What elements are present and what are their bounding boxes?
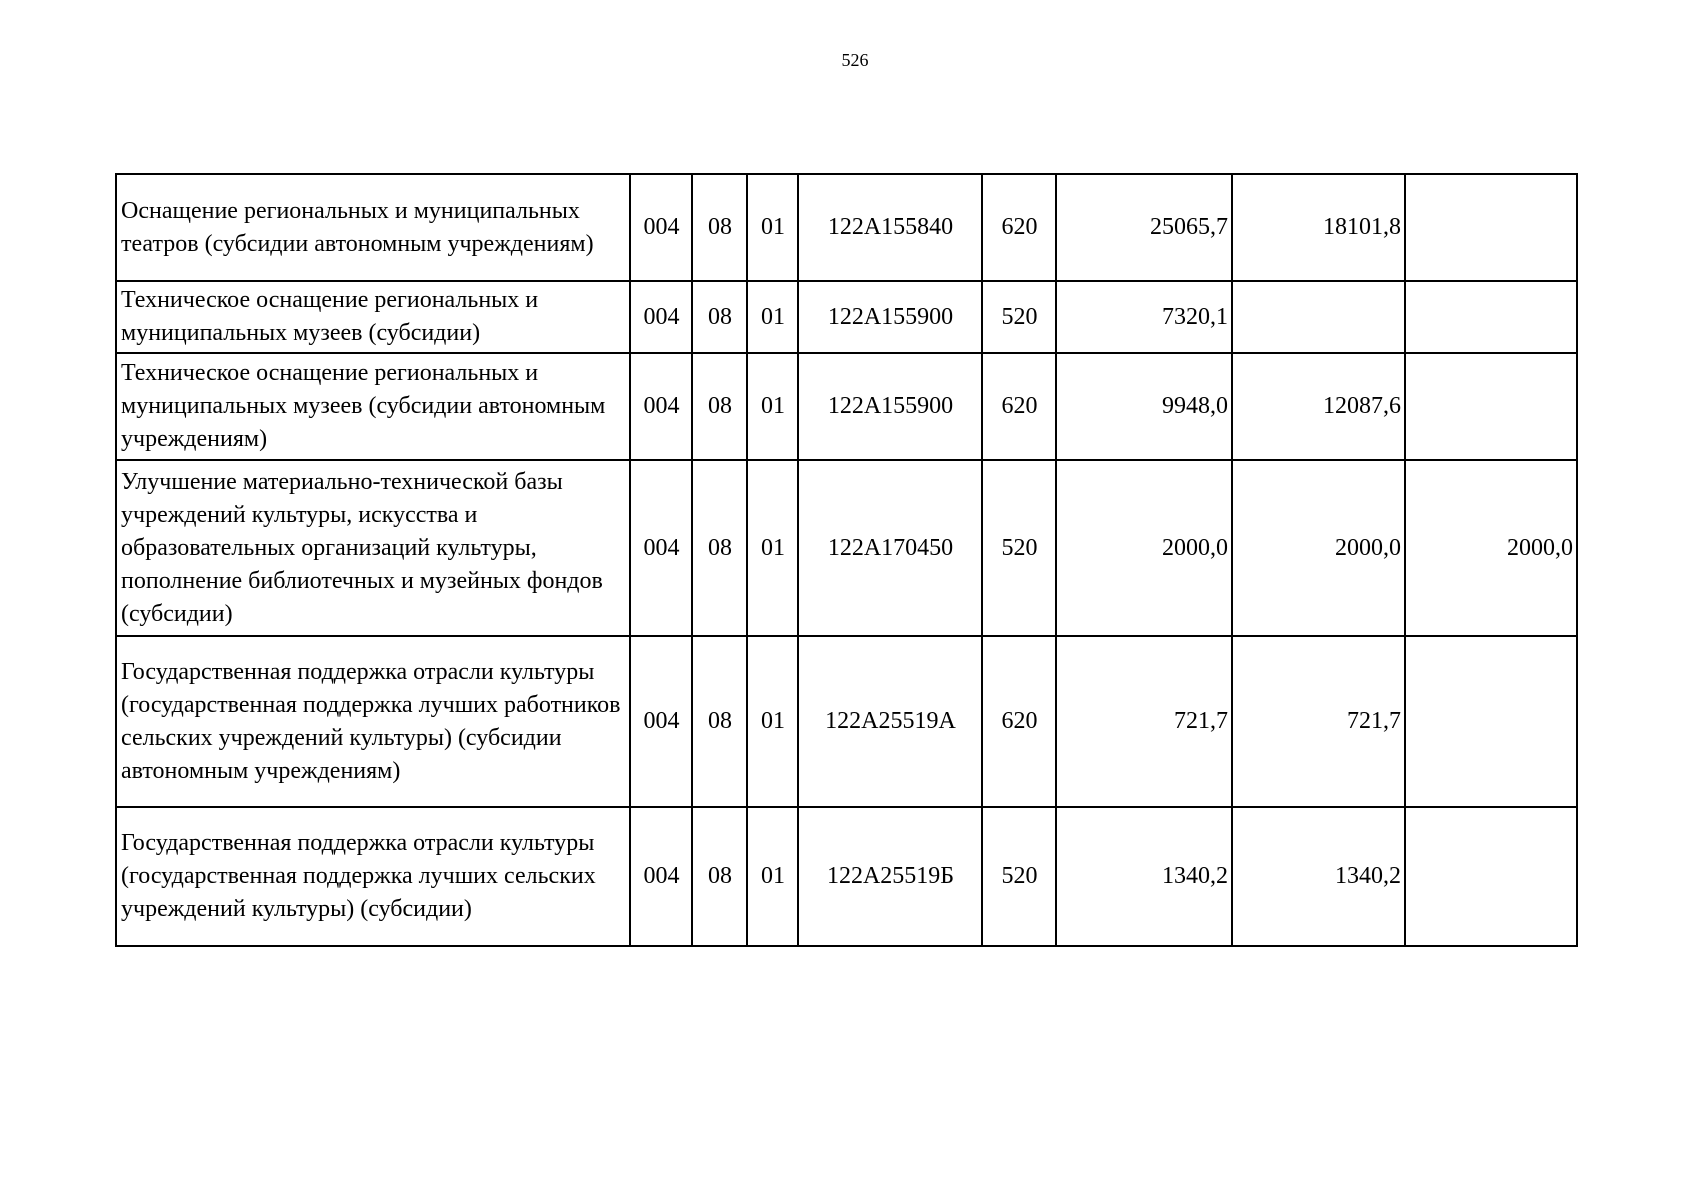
table-row: [116, 353, 1577, 460]
year2-amount-cell: 1340,2: [1232, 807, 1405, 946]
year2-amount-cell: 18101,8: [1232, 174, 1405, 281]
section-code-cell: 08: [692, 460, 747, 636]
year1-amount-cell: 721,7: [1056, 636, 1232, 807]
type-code-cell: 620: [982, 353, 1056, 460]
year3-amount-cell: [1405, 807, 1577, 946]
type-code-cell: 520: [982, 460, 1056, 636]
year1-amount-cell: 7320,1: [1056, 281, 1232, 353]
target-code-cell: 122А25519А: [798, 636, 982, 807]
ministry-code-cell: 004: [630, 807, 692, 946]
year2-amount-cell: 721,7: [1232, 636, 1405, 807]
budget-table: [115, 173, 1578, 947]
section-code-cell: 08: [692, 353, 747, 460]
table-row: [116, 281, 1577, 353]
ministry-code-cell: 004: [630, 460, 692, 636]
target-code-cell: 122А155900: [798, 353, 982, 460]
type-code-cell: 520: [982, 807, 1056, 946]
ministry-code-cell: 004: [630, 281, 692, 353]
type-code-cell: 520: [982, 281, 1056, 353]
section-code-cell: 08: [692, 281, 747, 353]
row-name-cell: Техническое оснащение региональных и муниципальных музеев (субсидии автономным учреждениям): [116, 353, 630, 460]
row-name-cell: Государственная поддержка отрасли культуры (государственная поддержка лучших работников сельских учреждений культуры) (субсидии автономным учреждениям): [116, 636, 630, 807]
ministry-code-cell: 004: [630, 353, 692, 460]
target-code-cell: 122А155900: [798, 281, 982, 353]
subsection-code-cell: 01: [747, 807, 798, 946]
table-row: [116, 460, 1577, 636]
section-code-cell: 08: [692, 174, 747, 281]
subsection-code-cell: 01: [747, 174, 798, 281]
year1-amount-cell: 9948,0: [1056, 353, 1232, 460]
year3-amount-cell: 2000,0: [1405, 460, 1577, 636]
type-code-cell: 620: [982, 174, 1056, 281]
page-number: 526: [841, 50, 869, 70]
ministry-code-cell: 004: [630, 174, 692, 281]
row-name-cell: Государственная поддержка отрасли культуры (государственная поддержка лучших сельских учреждений культуры) (субсидии): [116, 807, 630, 946]
table-row: [116, 636, 1577, 807]
year3-amount-cell: [1405, 174, 1577, 281]
section-code-cell: 08: [692, 807, 747, 946]
section-code-cell: 08: [692, 636, 747, 807]
subsection-code-cell: 01: [747, 460, 798, 636]
subsection-code-cell: 01: [747, 636, 798, 807]
year2-amount-cell: 12087,6: [1232, 353, 1405, 460]
year2-amount-cell: [1232, 281, 1405, 353]
year1-amount-cell: 25065,7: [1056, 174, 1232, 281]
target-code-cell: 122А25519Б: [798, 807, 982, 946]
year3-amount-cell: [1405, 636, 1577, 807]
year3-amount-cell: [1405, 281, 1577, 353]
year1-amount-cell: 2000,0: [1056, 460, 1232, 636]
row-name-cell: Улучшение материально-технической базы учреждений культуры, искусства и образовательных организаций культуры, пополнение библиотечных и музейных фондов (субсидии): [116, 460, 630, 636]
year3-amount-cell: [1405, 353, 1577, 460]
target-code-cell: 122А170450: [798, 460, 982, 636]
year1-amount-cell: 1340,2: [1056, 807, 1232, 946]
row-name-cell: Оснащение региональных и муниципальных театров (субсидии автономным учреждениям): [116, 174, 630, 281]
table-row: [116, 174, 1577, 281]
table-row: [116, 807, 1577, 946]
subsection-code-cell: 01: [747, 281, 798, 353]
ministry-code-cell: 004: [630, 636, 692, 807]
year2-amount-cell: 2000,0: [1232, 460, 1405, 636]
subsection-code-cell: 01: [747, 353, 798, 460]
row-name-cell: Техническое оснащение региональных и муниципальных музеев (субсидии): [116, 281, 630, 353]
target-code-cell: 122А155840: [798, 174, 982, 281]
type-code-cell: 620: [982, 636, 1056, 807]
